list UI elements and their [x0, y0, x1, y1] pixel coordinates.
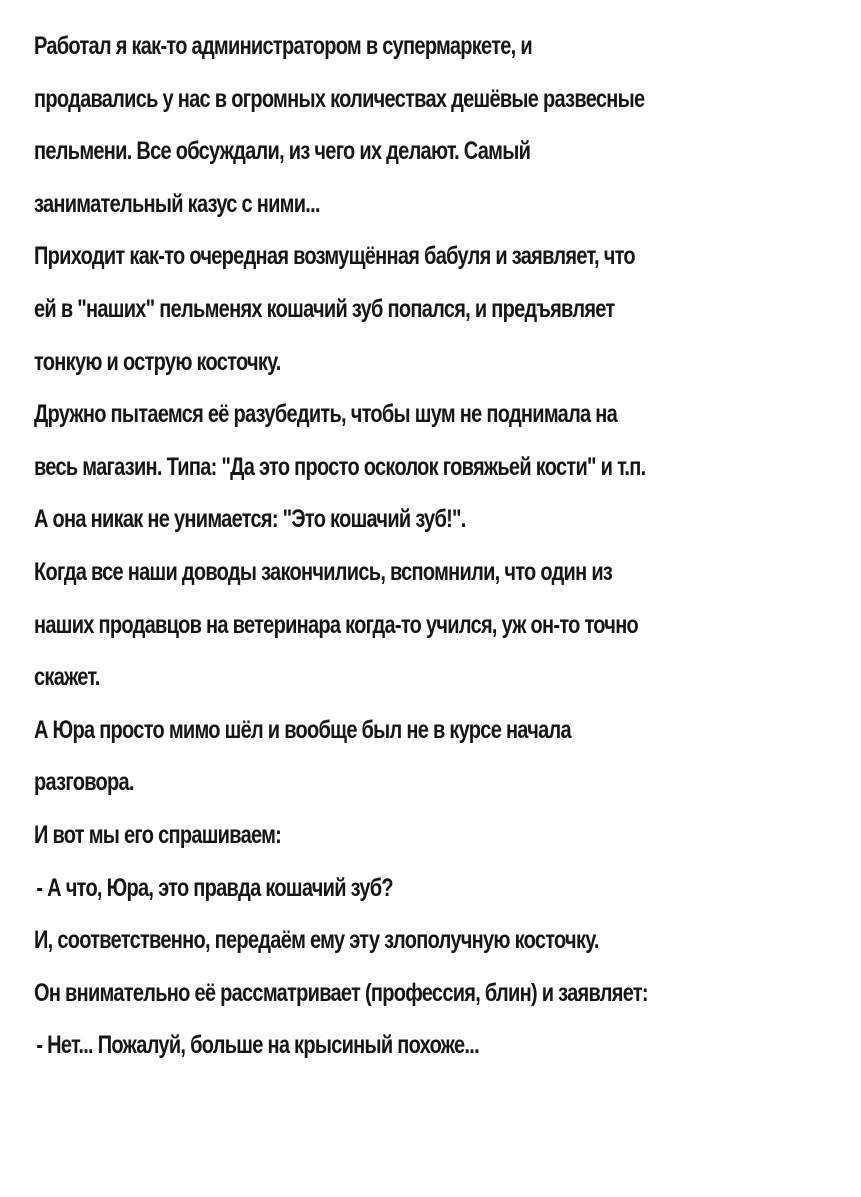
story-line: занимательный казус с ними... [34, 189, 320, 218]
story-line: скажет. [34, 663, 100, 692]
story-text [34, 20, 854, 1072]
dialogue-line: - А что, Юра, это правда кошачий зуб? [36, 873, 393, 902]
story-line: продавались у нас в огромных количествах дешёвые развесные [34, 84, 645, 113]
story-line: Когда все наши доводы закончились, вспомнили, что один из [34, 557, 613, 586]
story-line: ей в "наших" пельменях кошачий зуб попался, и предъявляет [34, 294, 615, 323]
story-line: А Юра просто мимо шёл и вообще был не в курсе начала [34, 715, 571, 744]
story-line: пельмени. Все обсуждали, из чего их делают. Самый [34, 137, 531, 166]
story-line: Работал я как-то администратором в супермаркете, и [34, 32, 532, 60]
story-line: весь магазин. Типа: "Да это просто осколок говяжьей кости" и т.п. [34, 452, 646, 481]
story-line: тонкую и острую косточку. [34, 347, 281, 376]
story-line: Дружно пытаемся её разубедить, чтобы шум не поднимала на [34, 400, 618, 429]
story-line: Приходит как-то очередная возмущённая бабуля и заявляет, что [34, 242, 635, 271]
dialogue-line: - Нет... Пожалуй, больше на крысиный похоже... [36, 1031, 479, 1060]
story-line: И вот мы его спрашиваем: [34, 820, 282, 849]
story-line: наших продавцов на ветеринара когда-то учился, уж он-то точно [34, 610, 639, 639]
story-line: разговора. [34, 768, 134, 797]
story-line: Он внимательно её рассматривает (профессия, блин) и заявляет: [34, 978, 648, 1007]
story-line: И, соответственно, передаём ему эту злополучную косточку. [34, 926, 599, 955]
story-line: А она никак не унимается: "Это кошачий зуб!". [34, 505, 466, 534]
